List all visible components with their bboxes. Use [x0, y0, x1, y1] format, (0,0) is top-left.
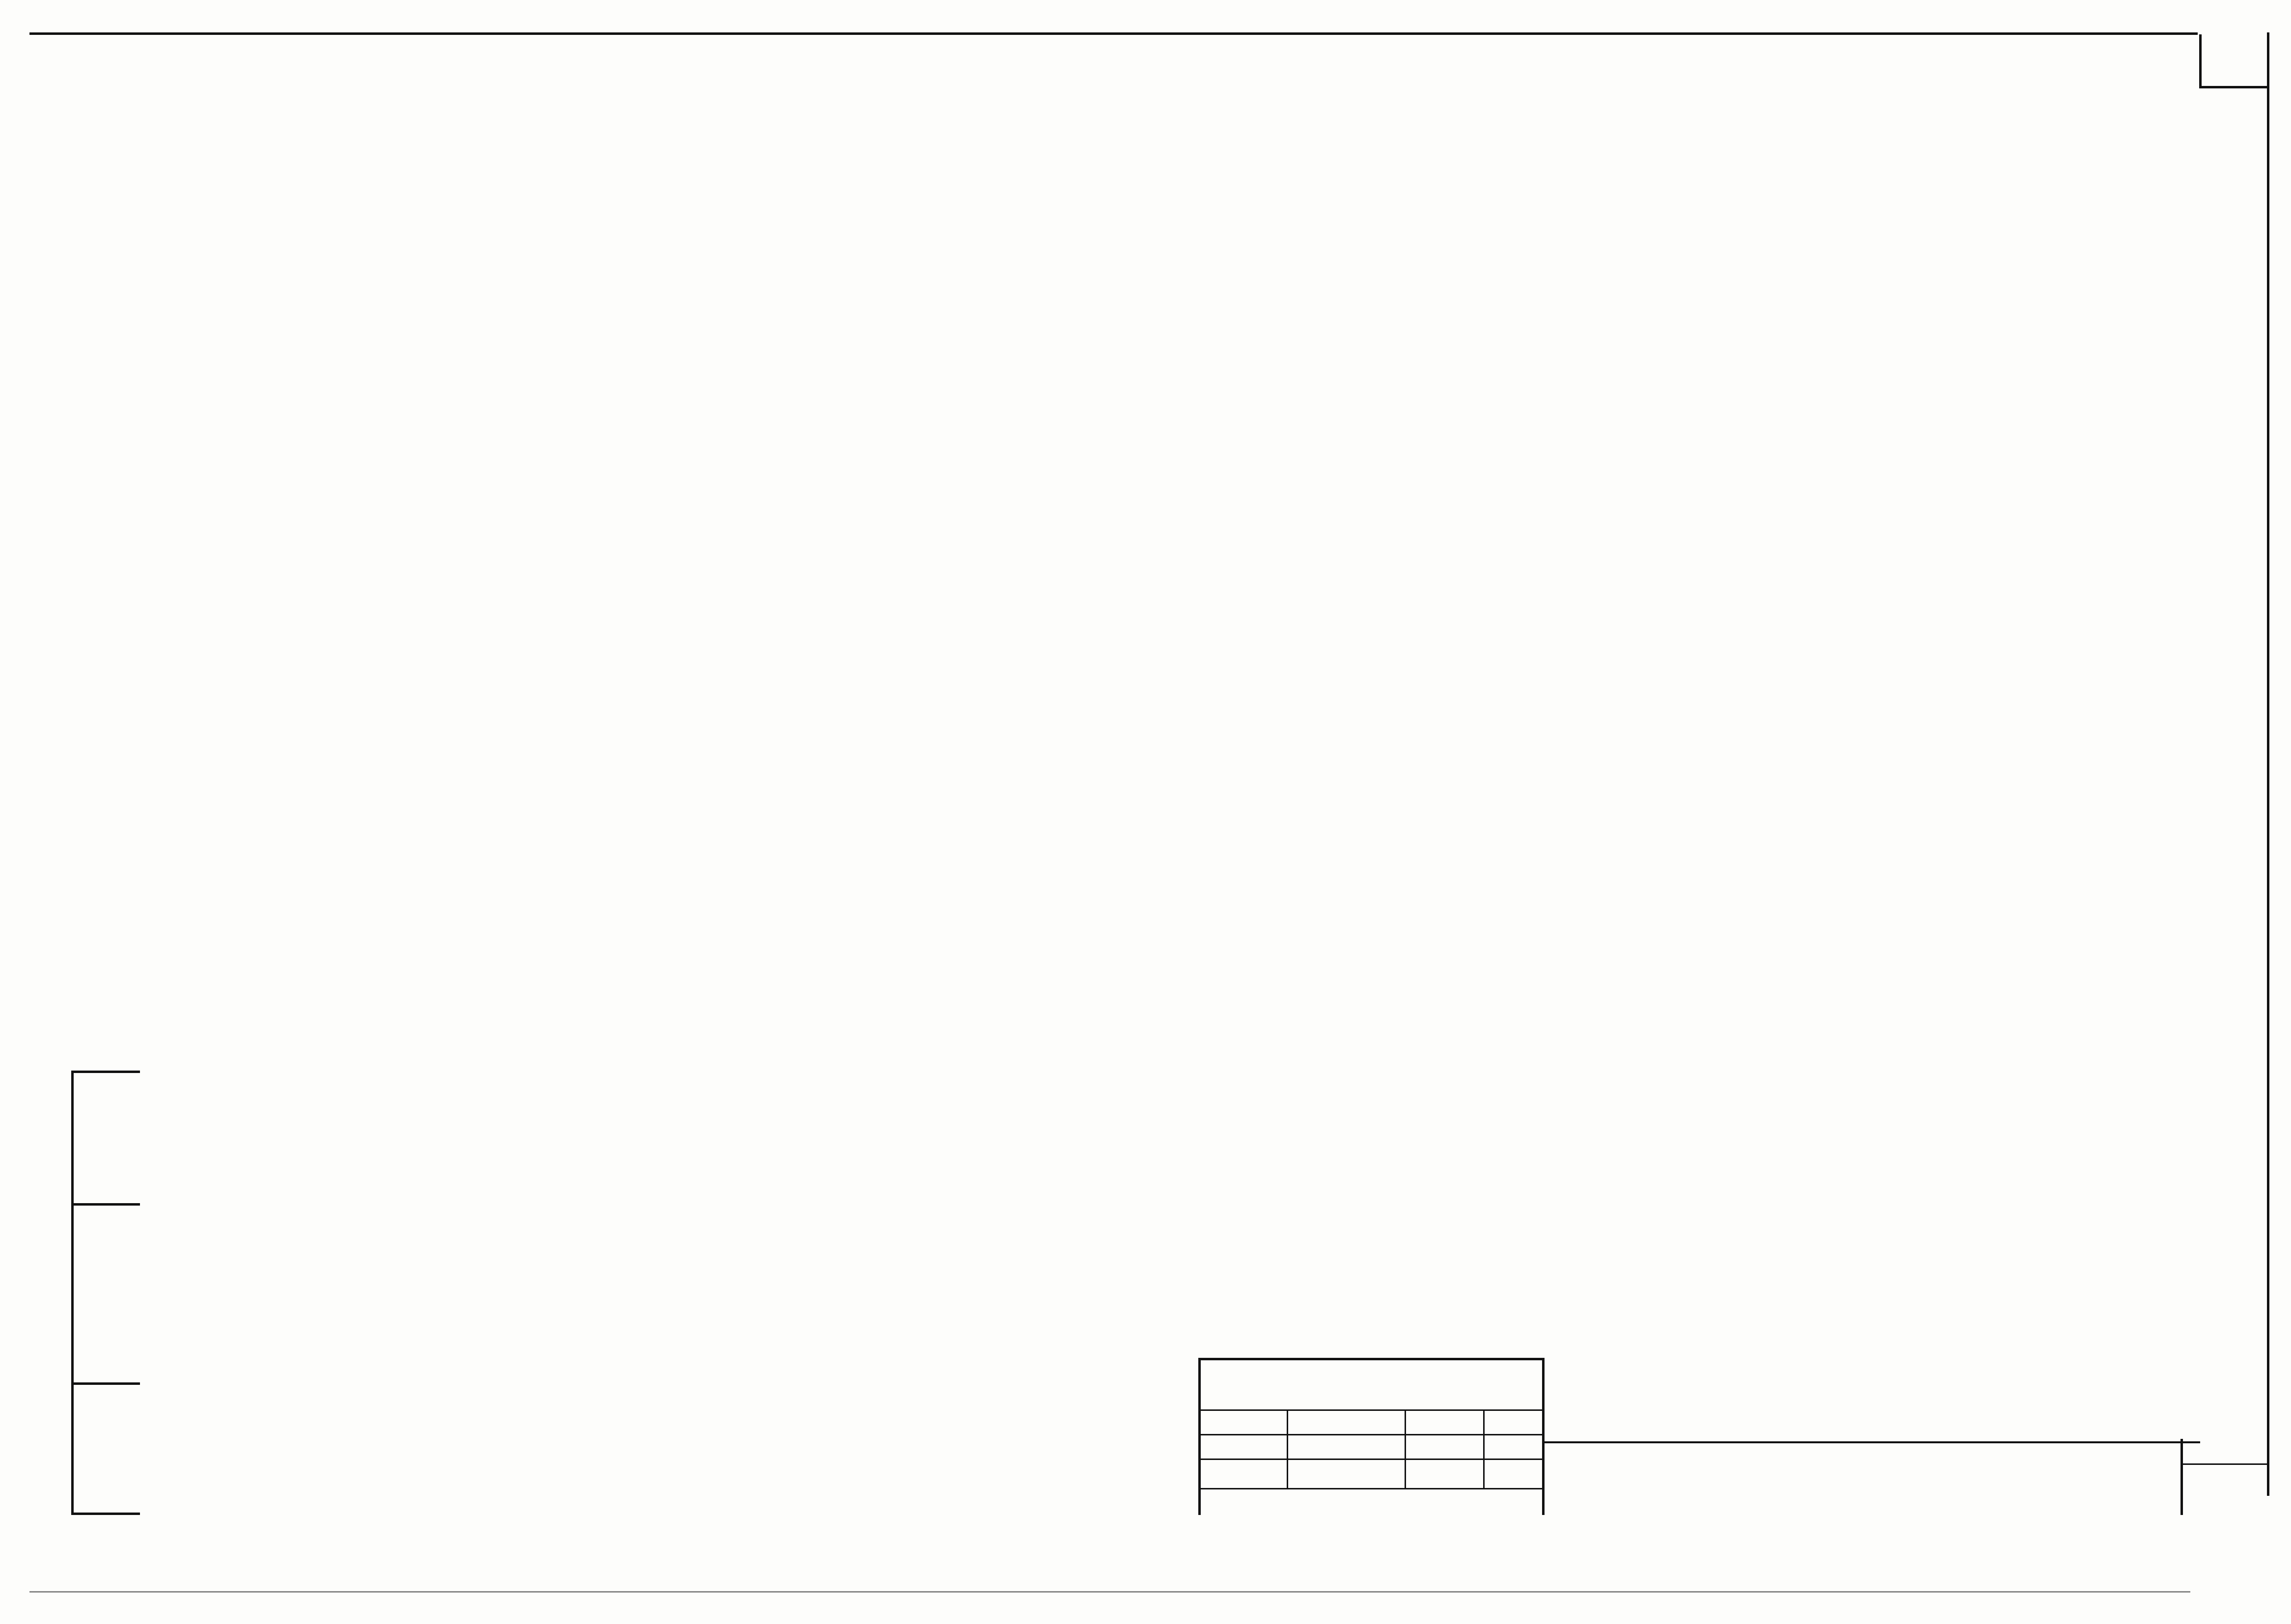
header-name-line1: [233, 130, 1181, 160]
header-price: [1859, 98, 1989, 270]
header-type: [1144, 91, 1321, 268]
header-equipment-code: [1672, 98, 1856, 270]
header-unit: [1326, 91, 1483, 150]
header-unit-code: [1407, 157, 1486, 270]
header-factory-code: [1488, 98, 1670, 270]
header-position: [125, 86, 231, 292]
header-mass: [2099, 93, 2235, 270]
header-unit-name: [1326, 157, 1405, 270]
header-quantity: [1991, 98, 2097, 270]
header-name-line2: [233, 179, 1196, 209]
